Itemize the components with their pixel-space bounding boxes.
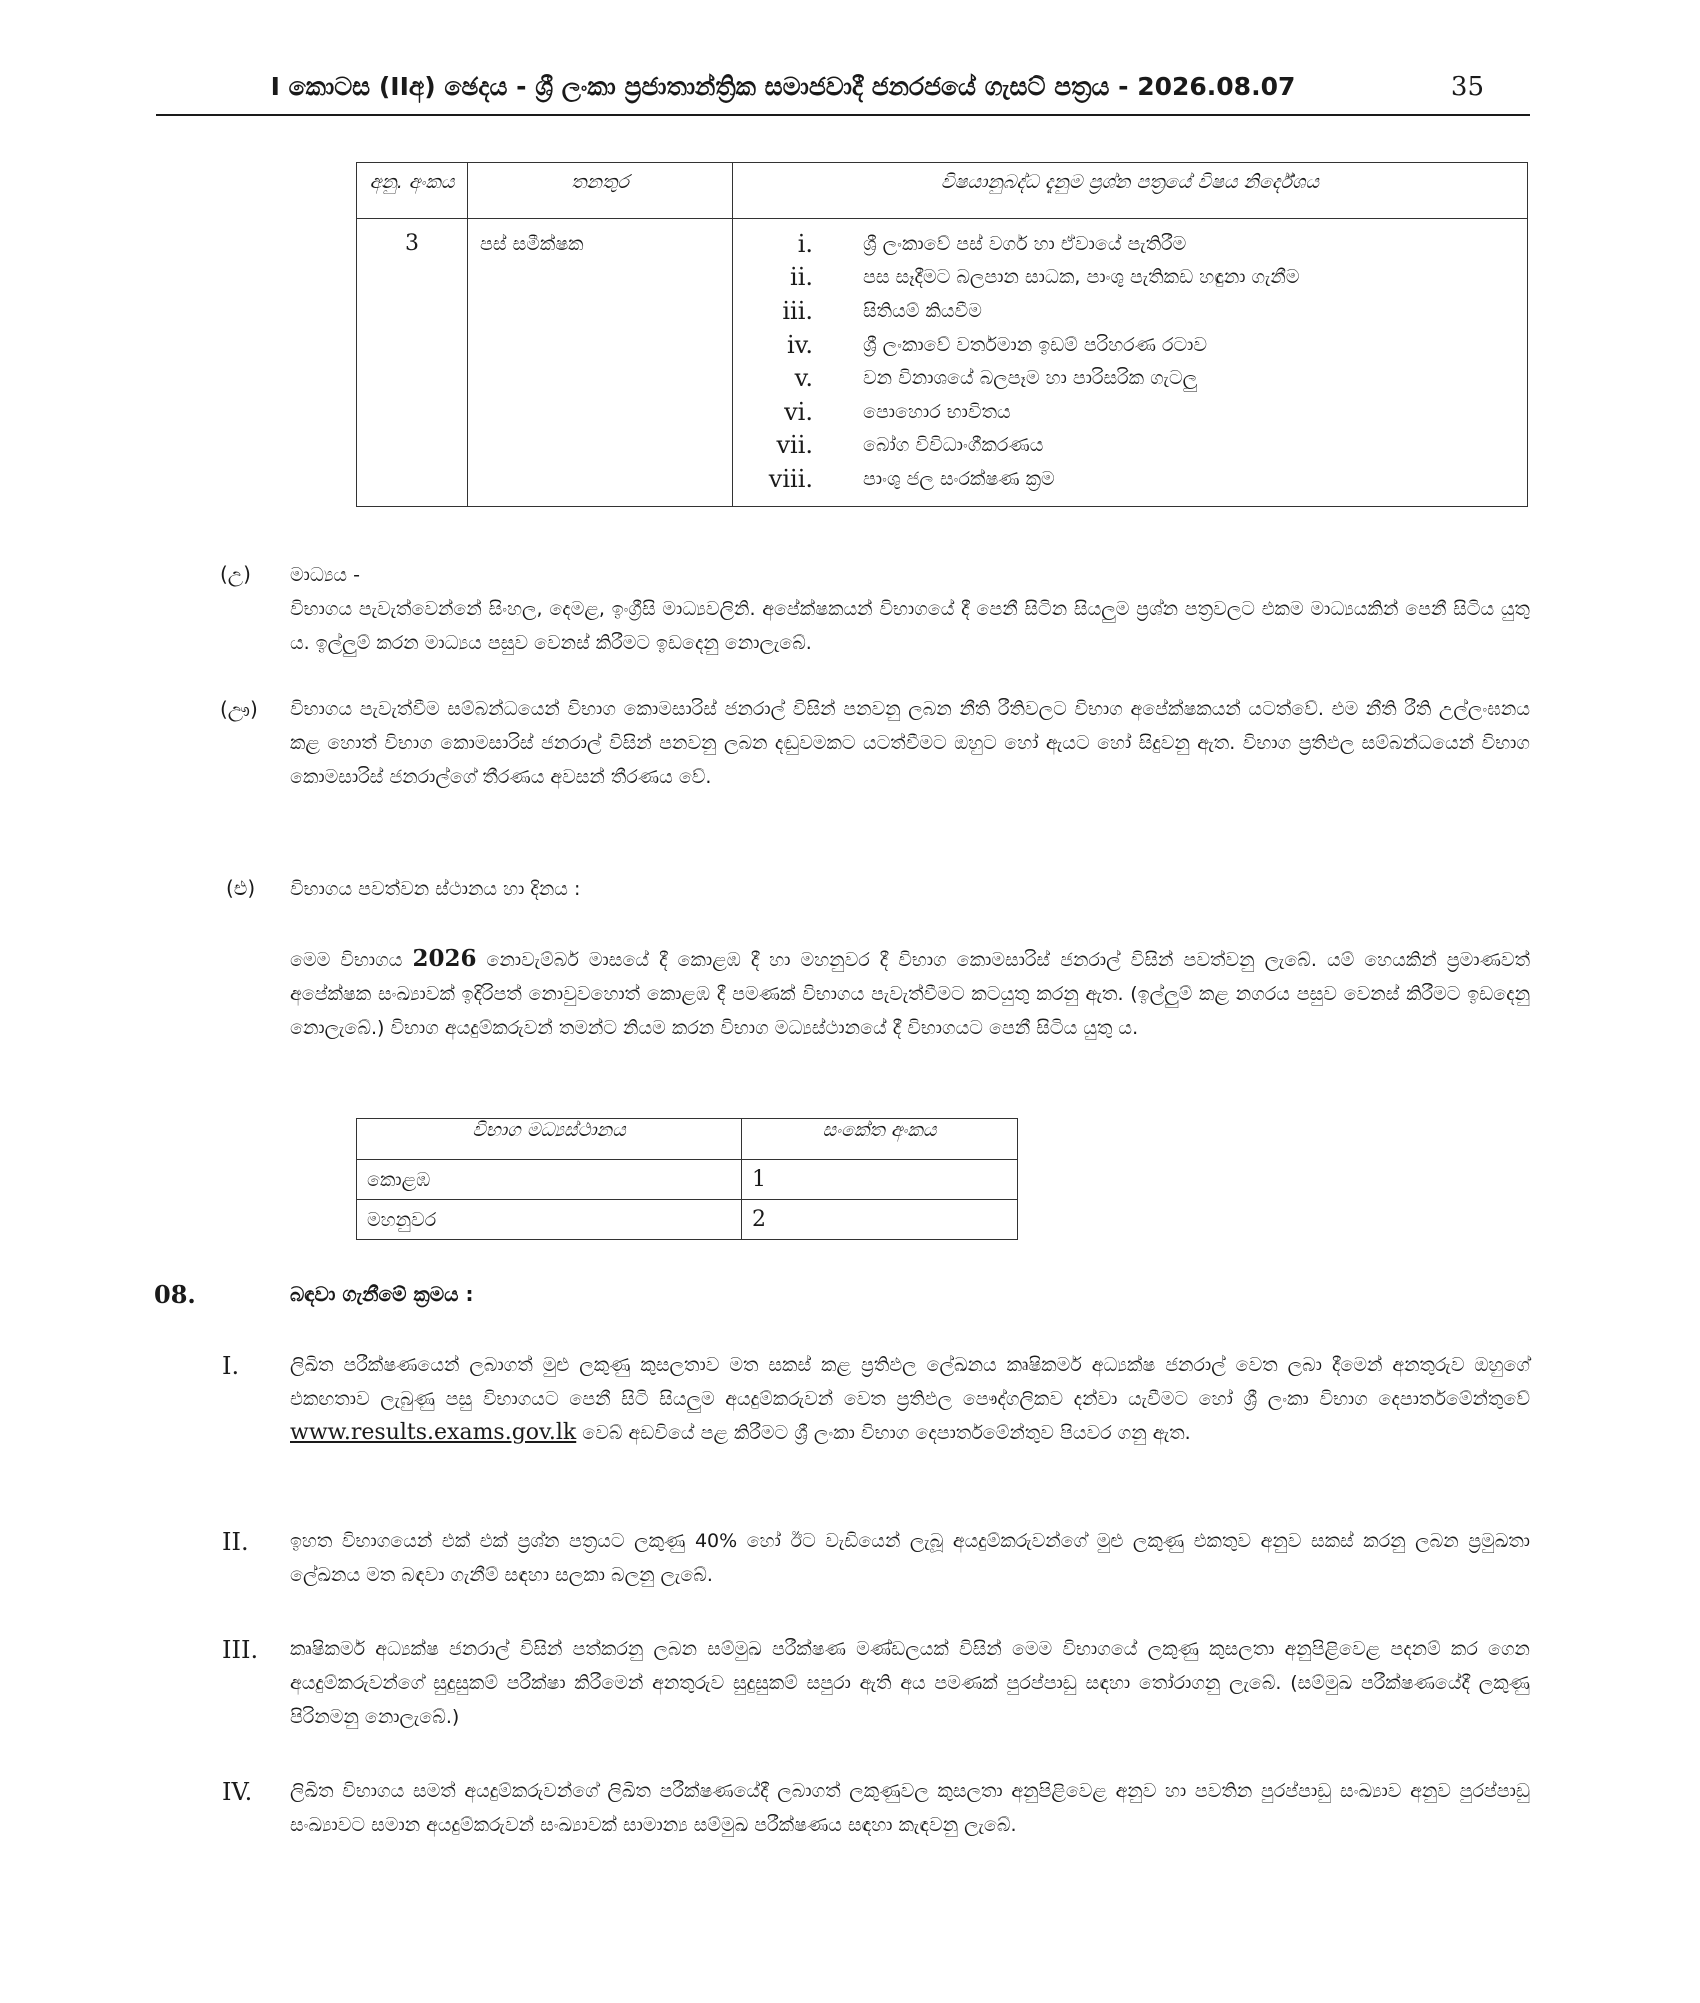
gazette-header xyxy=(156,72,1530,116)
topic-text: බෝග විවිධාංගීකරණය xyxy=(863,434,1044,457)
table-row xyxy=(357,1200,1018,1240)
section-u-mark: (උ) xyxy=(220,562,251,586)
syllabus-topics xyxy=(733,219,1528,507)
col-header-post: තනතුර xyxy=(468,163,733,219)
item-II-text: ඉහත විභාගයෙන් එක් එක් ප්‍රශ්න පත්‍රයට ලකුණු 40% හෝ ඊට වැඩියෙන් ලැබූ අයදුම්කරුවන්ගේ මුළු ලකුණු එකතුව අනුව සකස් කරනු ලබන ප්‍රමුඛතා ලේඛනය මත බඳවා ගැනීම් සඳහා සලකා බලනු ලැබේ. xyxy=(290,1530,1530,1586)
centre-name: කොළඹ xyxy=(357,1160,742,1200)
item-I-text-start: ලිඛිත පරීක්ෂණයෙන් ලබාගත් මුළු ලකුණු කුසලතාව මත සකස් කළ ප්‍රතිඵල ලේඛනය කෘෂිකර්ම අධ්‍යක්ෂ ජනරාල් වෙත ලබා දීමෙන් අනතුරුව ඔහුගේ එකඟතාව ලැබුණු පසු විභාගයට පෙනී සිටි සියලුම අයදුම්කරුවන් වෙත ප්‍රතිඵල පෞද්ගලිකව දන්වා යැවීමට හෝ ශ්‍රී ලංකා විභාග දෙපාර්තමේන්තුවේ xyxy=(290,1354,1530,1410)
topic-number: v. xyxy=(794,364,813,393)
topic-number: vii. xyxy=(776,431,813,460)
topic-text: ශ්‍රී ලංකාවේ වර්තමාන ඉඩම් පරිහරණ රටාව xyxy=(863,333,1208,356)
item-III-text: කෘෂිකර්ම අධ්‍යක්ෂ ජනරාල් විසින් පත්කරනු ලබන සම්මුඛ පරීක්ෂණ මණ්ඩලයක් විසින් මෙම විභාගයේ ලකුණු කුසලතා අනුපිළිවෙළ පදනම් කර ගෙන අයදුම්කරුවන්ගේ සුදුසුකම් පරීක්ෂා කිරීමෙන් අනතුරුව සුදුසුකම් සපුරා ඇති අය පමණක් පුරප්පාඩු සඳහා තෝරාගනු ලැබේ. (සම්මුඛ පරීක්ෂණයේදී ලකුණු පිරිනමනු නොලැබේ.) xyxy=(290,1638,1530,1728)
topic-number: iv. xyxy=(786,330,813,359)
section-e-body-rest: නොවැම්බර් මාසයේ දී කොළඹ දී හා මහනුවර දී විභාග කොමසාරිස් ජනරාල් විසින් පවත්වනු ලැබේ. යම් හෙයකින් ප්‍රමාණවත් අපේක්ෂක සංඛ්‍යාවක් ඉදිරිපත් නොවුවහොත් කොළඹ දී පමණක් විභාගය පැවැත්වීමට කටයුතු කරනු ඇත. (ඉල්ලුම් කළ නගරය පසුව වෙනස් කිරීමට ඉඩදෙනු නොලැබේ.) විභාග අයදුම්කරුවන් තමන්ට නියම කරන විභාග මධ්‍යස්ථානයේ දී විභාගයට පෙනී සිටිය යුතු ය. xyxy=(290,949,1530,1039)
section-e-body-start: මෙම විභාගය xyxy=(290,949,413,971)
item-IV-number: IV. xyxy=(222,1778,253,1806)
list-item xyxy=(733,328,1517,362)
syllabus-table-header-row xyxy=(357,163,1528,219)
topic-number: viii. xyxy=(768,464,813,493)
section-u-title: මාධ්‍යය - xyxy=(290,564,360,586)
exam-year: 2026 xyxy=(412,945,477,972)
topic-text: පස සෑදීමට බලපාන සාධක, පාංශු පැතිකඩ හඳුනා ගැනීම xyxy=(863,266,1300,289)
topic-text: සිතියම් කියවීම xyxy=(863,299,982,322)
list-item xyxy=(733,429,1517,463)
section-uu-body: විභාගය පැවැත්වීම සම්බන්ධයෙන් විභාග කොමසාරිස් ජනරාල් විසින් පනවනු ලබන නීති රීතිවලට විභාග අපේක්ෂකයන් යටත්වේ. එම නීති රීති උල්ලංඝනය කළ හොත් විභාග කොමසාරිස් ජනරාල් විසින් පනවනු ලබන දඬුවමකට යටත්වීමට ඔහුට හෝ ඇයට හෝ සිදුවනු ඇත. විභාග ප්‍රතිඵල සම්බන්ධයෙන් විභාග කොමසාරිස් ජනරාල්ගේ තීරණය අවසන් තීරණය වේ. xyxy=(290,698,1531,788)
item-III-number: III. xyxy=(222,1636,259,1664)
serial-number: 3 xyxy=(357,219,468,507)
section-e-title: විභාගය පවත්වන ස්ථානය හා දිනය : xyxy=(290,878,581,900)
section-08-number: 08. xyxy=(154,1280,196,1309)
col-header-serial: අනු. අංකය xyxy=(357,163,468,219)
list-item xyxy=(733,395,1517,429)
centre-code: 1 xyxy=(742,1160,1018,1200)
topic-number: iii. xyxy=(782,296,813,325)
section-e-mark: (එ) xyxy=(226,876,256,900)
results-website-link[interactable]: www.results.exams.gov.lk xyxy=(290,1420,577,1445)
topic-number: i. xyxy=(797,229,813,258)
topic-text: පොහොර භාවිතය xyxy=(863,400,1011,423)
list-item xyxy=(733,294,1517,328)
gazette-title: I කොටස (IIඅ) ඡෙදය - ශ්‍රී ලංකා ප්‍රජාතාන්ත්‍රික සමාජවාදී ජනරජයේ ගැසට් පත්‍රය - 2026.08.07 xyxy=(270,72,1296,101)
item-I-text-end: වෙබ් අඩවියේ පළ කිරීමට ශ්‍රී ලංකා විභාග දෙපාර්තමේන්තුව පියවර ගනු ඇත. xyxy=(576,1422,1191,1444)
item-II-number: II. xyxy=(222,1528,249,1556)
topic-text: ශ්‍රී ලංකාවේ පස් වර්ග හා ඒවායේ පැතිරීම xyxy=(863,232,1187,255)
list-item xyxy=(733,261,1517,295)
centre-name: මහනුවර xyxy=(357,1200,742,1240)
topic-number: vi. xyxy=(784,397,813,426)
item-IV-text: ලිඛිත විභාගය සමත් අයදුම්කරුවන්ගේ ලිඛිත පරීක්ෂණයේදී ලබාගත් ලකුණුවල කුසලතා අනුපිළිවෙළ අනුව හා පවතින පුරප්පාඩු සංඛ්‍යාව අනුව පුරප්පාඩු සංඛ්‍යාවට සමාන අයදුම්කරුවන් සංඛ්‍යාවක් සාමාන්‍ය සම්මුඛ පරීක්ෂණය සඳහා කැඳවනු ලැබේ. xyxy=(290,1780,1530,1836)
section-08-title: බඳවා ගැනීමේ ක්‍රමය : xyxy=(290,1282,474,1306)
section-uu-mark: (ඌ) xyxy=(220,697,258,721)
section-e-body xyxy=(290,942,1530,1045)
centre-code: 2 xyxy=(742,1200,1018,1240)
table-row xyxy=(357,1160,1018,1200)
topic-number: ii. xyxy=(790,263,813,292)
item-I-text xyxy=(290,1348,1530,1450)
page-number: 35 xyxy=(1450,72,1484,102)
post-name: පස් සමීක්ෂක xyxy=(468,219,733,507)
list-item xyxy=(733,361,1517,395)
list-item xyxy=(733,227,1517,261)
topic-text: වන විනාශයේ බලපෑම හා පාරිසරික ගැටලු xyxy=(863,367,1198,390)
item-I-number: I. xyxy=(222,1352,240,1380)
col-header-syllabus: විෂයානුබද්ධ දැනුම ප්‍රශ්න පත්‍රයේ විෂය නිර්දේශය xyxy=(733,163,1528,219)
centres-table-header-row xyxy=(357,1119,1018,1160)
table-row xyxy=(357,219,1528,507)
section-u-body: විභාගය පැවැත්වෙන්නේ සිංහල, දෙමළ, ඉංග්‍රීසි මාධ්‍යවලිනි. අපේක්ෂකයන් විභාගයේ දී පෙනී සිටින සියලුම ප්‍රශ්න පත්‍රවලට එකම මාධ්‍යයකින් පෙනී සිටිය යුතු ය. ඉල්ලුම් කරන මාධ්‍යය පසුව වෙනස් කිරීමට ඉඩදෙනු නොලැබේ. xyxy=(290,598,1530,654)
col-header-code: සංකේත අංකය xyxy=(742,1119,1018,1160)
syllabus-table xyxy=(356,162,1528,507)
col-header-centre: විභාග මධ්‍යස්ථානය xyxy=(357,1119,742,1160)
exam-centres-table xyxy=(356,1118,1018,1240)
topic-text: පාංශු ජල සංරක්ෂණ ක්‍රම xyxy=(863,467,1055,490)
list-item xyxy=(733,462,1517,496)
